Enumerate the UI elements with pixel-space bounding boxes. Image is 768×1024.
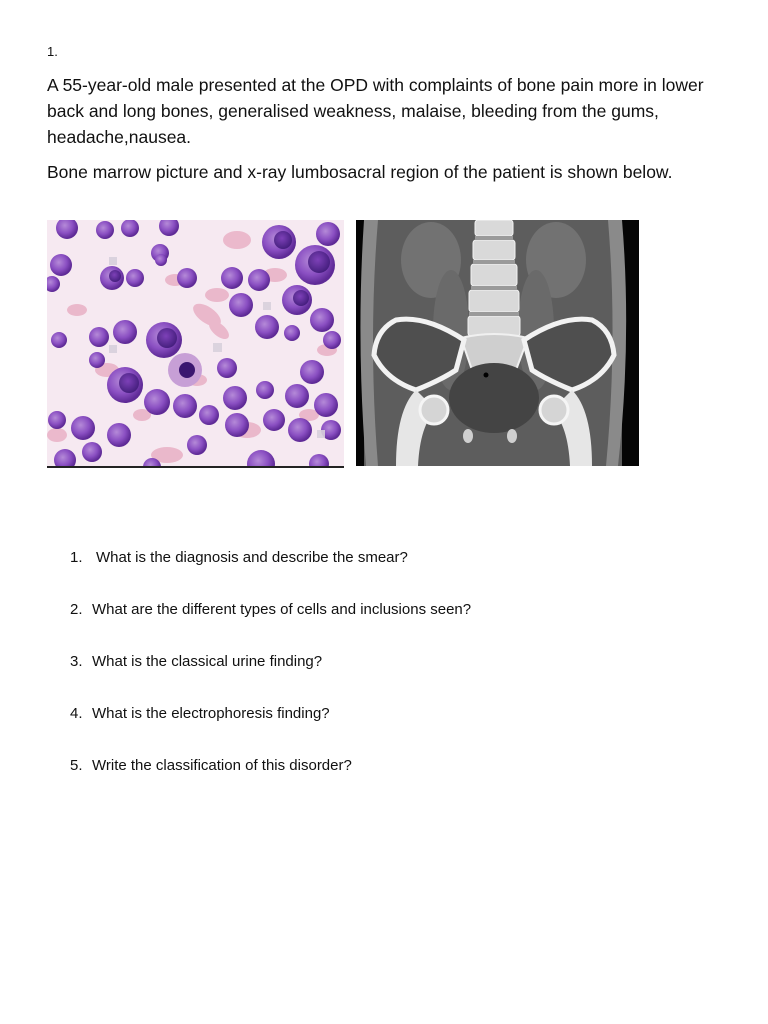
question-item-number: 5. bbox=[70, 757, 83, 774]
bone-marrow-image bbox=[47, 220, 344, 468]
question-number: 1. bbox=[47, 44, 58, 59]
question-item-text: What is the classical urine finding? bbox=[92, 653, 323, 670]
case-description: A 55-year-old male presented at the OPD with complaints of bone pain more in lower back and long bones, generalised weakness, malaise, bleeding from the gums, headache,nausea. bbox=[47, 75, 704, 147]
question-item bbox=[70, 547, 471, 599]
question-item-text: What are the different types of cells and inclusions seen? bbox=[92, 601, 472, 618]
question-list bbox=[70, 547, 471, 807]
image-caption: Bone marrow picture and x-ray lumbosacral region of the patient is shown below. bbox=[47, 162, 673, 182]
question-item-number: 2. bbox=[70, 601, 83, 618]
question-item-text: What is the diagnosis and describe the smear? bbox=[96, 549, 408, 566]
xray-image bbox=[356, 220, 639, 466]
question-item bbox=[70, 703, 471, 755]
question-item bbox=[70, 755, 471, 807]
question-item-number: 4. bbox=[70, 705, 83, 722]
image-underline bbox=[47, 466, 344, 468]
question-item-text: What is the electrophoresis finding? bbox=[92, 705, 330, 722]
question-item-text: Write the classification of this disorder? bbox=[92, 757, 352, 774]
question-item bbox=[70, 599, 471, 651]
question-item-number: 1. bbox=[70, 549, 83, 566]
question-item bbox=[70, 651, 471, 703]
question-item-number: 3. bbox=[70, 653, 83, 670]
